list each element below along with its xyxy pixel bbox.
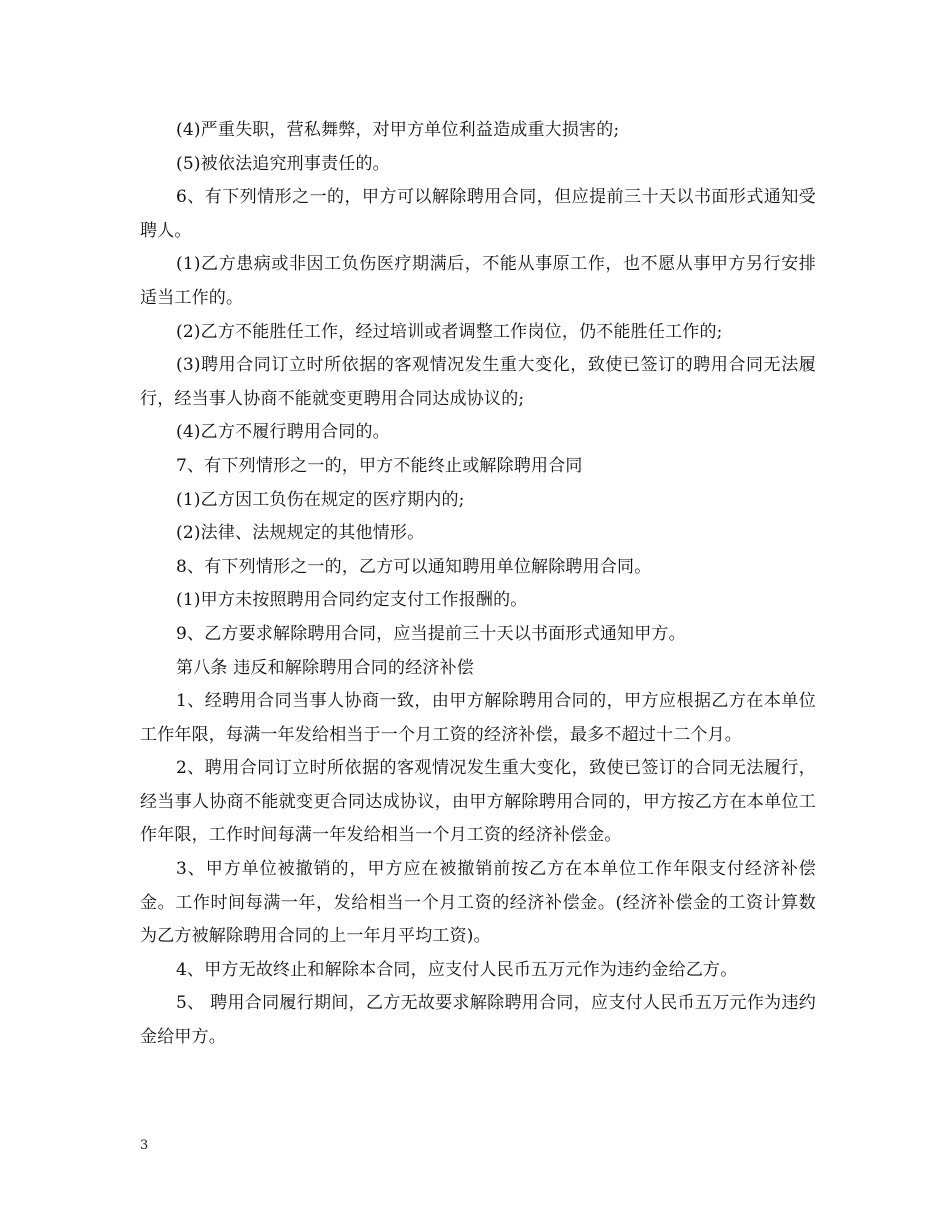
document-body (140, 114, 816, 1055)
compensation-clause-5: 5、 聘用合同履行期间，乙方无故要求解除聘用合同，应支付人民币五万元作为违约金给甲方。 (140, 993, 816, 1048)
paragraph-8-employee-termination: 8、有下列情形之一的，乙方可以通知聘用单位解除聘用合同。 (176, 556, 652, 577)
paragraph-7-1-work-injury: (1)乙方因工负伤在规定的医疗期内的; (176, 489, 465, 510)
compensation-clause-3: 3、甲方单位被撤销的，甲方应在被撤销前按乙方在本单位工作年限支付经济补偿金。工作时间每满一年，发给相当一个月工资的经济补偿金。(经济补偿金的工资计算数为乙方被解除聘用合同的上一年月平均工资)。 (140, 859, 816, 947)
paragraph-7-no-termination: 7、有下列情形之一的，甲方不能终止或解除聘用合同 (176, 455, 583, 476)
compensation-clause-1: 1、经聘用合同当事人协商一致，由甲方解除聘用合同的，甲方应根据乙方在本单位工作年限，每满一年发给相当于一个月工资的经济补偿，最多不超过十二个月。 (140, 691, 816, 745)
paragraph-6-1-illness: (1)乙方患病或非因工负伤医疗期满后，不能从事原工作，也不愿从事甲方另行安排适当工作的。 (140, 254, 816, 308)
paragraph-4-dereliction: (4)严重失职，营私舞弊，对甲方单位利益造成重大损害的; (176, 120, 620, 140)
compensation-clause-4: 4、甲方无故终止和解除本合同，应支付人民币五万元作为违约金给乙方。 (176, 959, 738, 980)
paragraph-7-2-other-laws: (2)法律、法规规定的其他情形。 (176, 523, 425, 544)
paragraph-5-criminal-liability: (5)被依法追究刑事责任的。 (176, 153, 390, 174)
paragraph-6-4-nonperformance: (4)乙方不履行聘用合同的。 (176, 422, 390, 443)
paragraph-6-2-incompetence: (2)乙方不能胜任工作，经过培训或者调整工作岗位，仍不能胜任工作的; (176, 321, 723, 342)
paragraph-8-1-unpaid-wages: (1)甲方未按照聘用合同约定支付工作报酬的。 (176, 590, 528, 611)
paragraph-9-employee-notice: 9、乙方要求解除聘用合同，应当提前三十天以书面形式通知甲方。 (176, 623, 686, 644)
paragraph-6-employer-termination-notice: 6、有下列情形之一的，甲方可以解除聘用合同，但应提前三十天以书面形式通知受聘人。 (140, 187, 816, 241)
compensation-clause-2: 2、聘用合同订立时所依据的客观情况发生重大变化，致使已签订的合同无法履行，经当事人协商不能就变更合同达成协议，由甲方解除聘用合同的，甲方按乙方在本单位工作年限，工作时间每满一年发给相当一个月工资的经济补偿金。 (140, 758, 816, 846)
paragraph-6-3-circumstance-change: (3)聘用合同订立时所依据的客观情况发生重大变化，致使已签订的聘用合同无法履行，经当事人协商不能就变更聘用合同达成协议的; (140, 355, 816, 409)
page-number: 3 (140, 1138, 149, 1153)
article-8-heading: 第八条 违反和解除聘用合同的经济补偿 (176, 657, 475, 678)
